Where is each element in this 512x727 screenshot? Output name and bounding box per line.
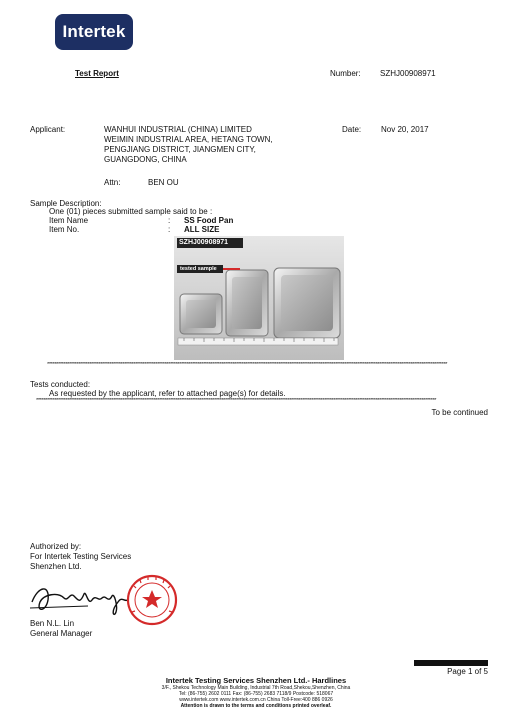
footer-attention: Attention is drawn to the terms and conditions printed overleaf.: [180, 703, 332, 709]
address-line: GUANGDONG, CHINA: [104, 155, 187, 164]
item-name-label: Item Name: [49, 216, 89, 225]
item-no-label: Item No.: [49, 225, 80, 234]
authorized-by: Authorized by:: [30, 542, 82, 551]
report-title: Test Report: [75, 69, 119, 78]
sample-heading: Sample Description:: [30, 199, 102, 208]
date-value: Nov 20, 2017: [381, 125, 429, 134]
company-line: For Intertek Testing Services: [30, 552, 132, 561]
company-line: Shenzhen Ltd.: [30, 562, 82, 571]
photo-caption: SZHJ00908971: [179, 239, 229, 246]
continued-note: To be continued: [431, 408, 488, 417]
address-line: PENGJIANG DISTRICT, JIANGMEN CITY,: [104, 145, 256, 154]
tests-text: As requested by the applicant, refer to attached page(s) for details.: [49, 389, 286, 398]
address-line: WANHUI INDUSTRIAL (CHINA) LIMITED: [104, 125, 252, 134]
number-value: SZHJ00908971: [380, 69, 436, 78]
star-separator: **************************************************************************************************************************************************************************************************************************: [36, 398, 437, 404]
footer-company: Intertek Testing Services Shenzhen Ltd.- Hardlines: [165, 676, 347, 685]
signatory-position: General Manager: [30, 629, 93, 638]
signatory-name: Ben N.L. Lin: [30, 619, 75, 628]
date-label: Date:: [342, 125, 362, 134]
footer-address: 3/F., Shekou Technology Main Building, Industrial 7th Road,Shekou,Shenzhen, China: [161, 685, 351, 691]
page-number: Page 1 of 5: [447, 667, 488, 676]
signatory-block: [30, 619, 92, 639]
sample-intro: One (01) pieces submitted sample said to be :: [49, 207, 213, 216]
sample-photo: [174, 236, 344, 360]
intertek-logo: Intertek: [55, 14, 133, 50]
attn-value: BEN OU: [148, 178, 179, 187]
authorization-block: [30, 542, 131, 572]
item-no-colon: :: [168, 225, 171, 234]
footer-web: www.intertek.com www.intertek.com.cn China Toll-Free:400 886 0926: [179, 697, 333, 703]
attn-label: Attn:: [104, 178, 121, 187]
applicant-label: Applicant:: [30, 125, 66, 134]
item-no-value: ALL SIZE: [184, 225, 220, 234]
photo-tag: tested sample: [180, 266, 217, 272]
star-separator: **************************************************************************************************************************************************************************************************************************: [47, 362, 448, 368]
number-label: Number:: [330, 69, 361, 78]
footer-contact: Tel: (86-755) 2602 0111 Fax: (86-755) 2683 7118/9 Postcode: 518067: [178, 691, 334, 697]
applicant-address: [104, 125, 273, 165]
footer-block: [0, 676, 512, 709]
item-name-value: SS Food Pan: [184, 216, 234, 225]
item-name-colon: :: [168, 216, 171, 225]
footer-bar: [414, 660, 488, 666]
tests-heading: Tests conducted:: [30, 380, 91, 389]
address-line: WEIMIN INDUSTRIAL AREA, HETANG TOWN,: [104, 135, 273, 144]
